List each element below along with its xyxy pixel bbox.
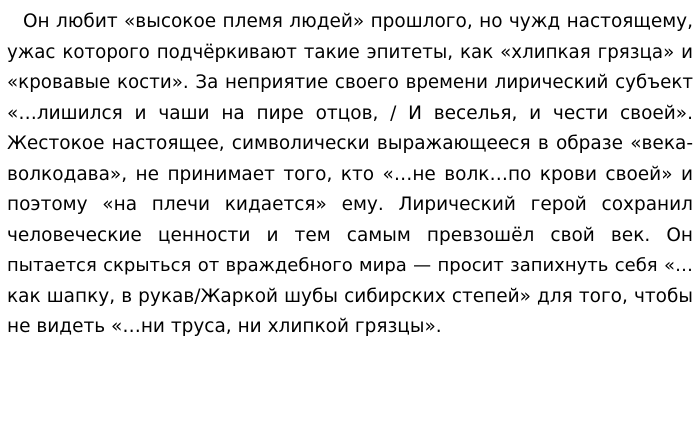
paragraph-line: ужас которого подчёркивают такие эпитеты, как «хлипкая грязца» и bbox=[7, 41, 693, 63]
paragraph-line: не видеть «…ни труса, ни хлипкой грязцы». bbox=[7, 316, 442, 337]
paragraph-line: человеческие ценности и тем самым превзошёл свой век. Он bbox=[7, 224, 693, 246]
paragraph-line: пытается скрыться от враждебного мира — просит запихнуть себя «… bbox=[7, 255, 693, 276]
paragraph-line: «кровавые кости». За неприятие своего времени лирический субъект bbox=[7, 72, 693, 93]
paragraph-line: волкодава», не принимает того, кто «…не волк…по крови своей» и bbox=[7, 163, 693, 185]
paragraph-line: «…лишился и чаши на пире отцов, / И веселья, и чести своей». bbox=[7, 102, 693, 124]
document-page bbox=[7, 7, 693, 343]
paragraph-line: как шапку, в рукав/Жаркой шубы сибирских степей» для того, чтобы bbox=[7, 285, 693, 307]
paragraph bbox=[7, 7, 693, 343]
paragraph-line: поэтому «на плечи кидается» ему. Лирический герой сохранил bbox=[7, 194, 693, 215]
paragraph-line: Он любит «высокое племя людей» прошлого, но чужд настоящему, bbox=[23, 11, 693, 32]
paragraph-line: Жестокое настоящее, символически выражающееся в образе «века- bbox=[7, 133, 693, 154]
